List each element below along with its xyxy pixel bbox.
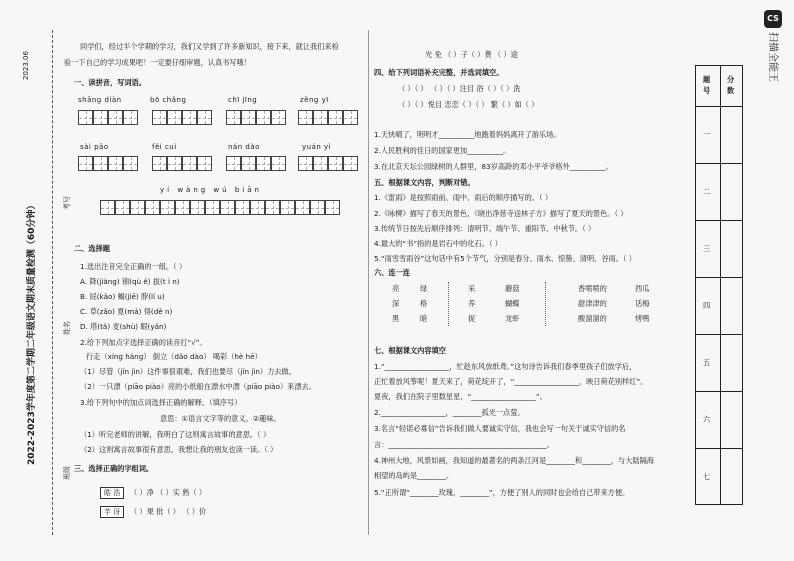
write-box-3[interactable] [226, 110, 286, 125]
score-row-1: 一 [703, 130, 711, 139]
link-r2-c5: 甜津津的 [578, 299, 607, 308]
q3-meaning: 意思：①语言文字等的意义。②趣味。 [160, 414, 281, 423]
link-r2-c4: 蝴蝶 [505, 299, 520, 308]
exam-date: 2023.06 [22, 51, 30, 80]
judge-5: 5.“雨雪雪雨谷”这句话中有5个节气，分别是春分、雨水、惊蛰、清明、谷雨。（ ） [374, 254, 636, 263]
score-table [695, 65, 743, 505]
score-row-3: 三 [703, 244, 711, 253]
write-box-2[interactable] [152, 110, 212, 125]
score-head-2: 分数 [727, 75, 735, 95]
score-head-1: 题号 [703, 75, 711, 95]
char-pair-2: 芋 讶 [100, 506, 124, 518]
link-r1-c1: 亮 [392, 284, 400, 293]
link-r2-c6: 话梅 [635, 299, 650, 308]
link-r3-c4: 龙虾 [505, 314, 520, 323]
pinyin-1: shāng diàn [78, 96, 122, 104]
link-divider-1 [448, 282, 449, 326]
link-r2-c3: 养 [468, 299, 476, 308]
pinyin-3: chī jīng [228, 96, 258, 104]
q1-opt-d: D. 塔(tǎ) 麦(shù) 眼(yǎn) [80, 322, 167, 331]
write-box-1[interactable] [78, 110, 138, 125]
pinyin-2: bō chǎng [150, 96, 187, 104]
scanner-name: 扫描全能王 [767, 32, 778, 82]
intro-line1: 同学们，经过半个学期的学习，我们又学到了许多新知识，接下来，就让我们来检 [80, 42, 339, 51]
binding-line [52, 30, 53, 535]
fill-row-1: （ ）（ ） （ ）（ ）注目 浴（ ）（ ）洗 [398, 84, 521, 93]
sentence-2: 2.人民胜利的佳日的国家更加__________。 [374, 146, 511, 155]
banji-label: 班级 [63, 466, 71, 480]
scanner-logo [762, 10, 788, 130]
link-r1-c6: 西瓜 [635, 284, 650, 293]
link-r2-c2: 格 [420, 299, 428, 308]
link-divider-2 [545, 282, 546, 326]
exam-title: 2022-2023学年度第二学期二年级语文期末质量检测（60分钟） [27, 200, 37, 465]
name-label: 姓名 [63, 321, 71, 335]
q2-b: （1）尽管（jǐn jìn）这件事很艰难，我们也要尽（jǐn jìn）力去做。 [80, 367, 296, 376]
link-r2-c1: 深 [392, 299, 400, 308]
sec2-heading: 二、选择题 [74, 244, 110, 253]
write-box-6[interactable] [152, 156, 212, 171]
fill-row-2: （ ）（ ）悦目 恋恋（ ）（ ） 繁（ ）如（ ） [398, 100, 539, 109]
write-box-9[interactable] [100, 200, 340, 215]
q3: 3.给下列句中的加点词选择正确的解释。（填序号） [80, 398, 242, 407]
pinyin-7: nán dào [228, 143, 260, 151]
score-row-4: 四 [703, 301, 711, 310]
write-box-8[interactable] [298, 156, 358, 171]
fill-5: 5.“正所谓“________玫瑰，________”，方便了别人的同时也会给自己带来方便。 [374, 488, 630, 497]
q2: 2.给下列加点字选择正确的读音打“√”。 [80, 338, 207, 347]
right-top-line: 光 免 （ ）子（ ）费 （ ）途 [425, 50, 518, 59]
link-r1-c5: 香喷喷的 [578, 284, 607, 293]
sec5-heading: 五、根据课文内容，判断对错。 [374, 178, 475, 187]
pinyin-9: yí wàng wú biān [160, 186, 262, 194]
write-box-5[interactable] [78, 156, 138, 171]
intro-line2: 验一下自己的学习成果吧！一定要仔细审题，认真书写哦！ [64, 58, 251, 67]
q2-c: （2）一只漂（piāo piào）亮的小纸船在漂水中漂（piāo piào）来漂去。 [80, 382, 316, 391]
link-r1-c2: 绿 [420, 284, 428, 293]
sec7-heading: 七、根据课文内容填空 [374, 346, 446, 355]
judge-1: 1.《雷雨》是按照雨前、雨中、雨后的顺序描写的。（ ） [374, 193, 553, 202]
fill-4b: 相望的岛屿是________。 [374, 471, 454, 480]
fill-1c: 夏夜，我们在院子里数星星，“__________________”。 [374, 392, 547, 401]
char-pair-2-blanks: （ ）果 批（ ） （ ）价 [130, 507, 207, 516]
fill-3b: 言：____________________________________________。 [374, 440, 554, 449]
fill-3: 3.名言“轻诺必寡信”告诉我们做人要诚实守信，我也会写一句关于诚实守信的名 [374, 424, 626, 433]
fill-1: 1.“__________________，忙趁东风放纸鸢。”这句诗告诉我们春季里孩子们放学后， [374, 362, 637, 371]
judge-4: 4.最大的“书”指的是岩石中的化石。（ ） [374, 239, 502, 248]
link-r3-c1: 黑 [392, 314, 400, 323]
cs-icon: CS [764, 10, 782, 28]
pinyin-5: sài pǎo [80, 143, 109, 151]
q2-a: 行走（xíng háng） 倒立（dǎo dào） 喝彩（hè hē） [86, 352, 262, 361]
q3-b: （2）这则寓言故事很有意思，我想让我的朋友也读一读。（ ） [80, 445, 278, 454]
q3-a: （1）听完老师的讲解，我明白了这则寓言故事的意思。（ ） [80, 430, 271, 439]
q1-opt-c: C. 草(zǎo) 夏(má) 得(dě n) [80, 307, 173, 316]
pinyin-8: yuán yì [302, 143, 332, 151]
score-row-5: 五 [703, 358, 711, 367]
char-pair-1: 皓 浩 [100, 487, 124, 499]
q1-opt-a: A. 降(jiàng) 锦(qù ě) 拔(t ì n) [80, 277, 180, 286]
char-pair-1-blanks: （ ）净 （ ）实 熟（ ） [130, 488, 207, 497]
score-row-6: 六 [703, 415, 711, 424]
link-r3-c2: 暗 [420, 314, 428, 323]
write-box-7[interactable] [226, 156, 286, 171]
link-r1-c4: 蘑菇 [505, 284, 520, 293]
q1-opt-b: B. 屁(kǎo) 蝎(jiē) 脖(lí u) [80, 292, 165, 301]
kaohao-label: 考号 [63, 196, 71, 210]
sec6-heading: 六、连一连 [374, 268, 410, 277]
score-row-2: 二 [703, 187, 711, 196]
link-r3-c3: 捉 [468, 314, 476, 323]
pinyin-4: zěng yī [300, 96, 329, 104]
sentence-3: 3.在北京天坛公园绿树的人群里，83岁高龄的邓小平爷爷格外__________。 [374, 162, 613, 171]
sec3-heading: 三、选择正确的字组词。 [74, 464, 154, 473]
link-r3-c5: 酸溜溜的 [578, 314, 607, 323]
pinyin-6: fěi cuì [152, 143, 177, 151]
link-r3-c6: 烤鸭 [635, 314, 650, 323]
sentence-1: 1.天快晴了，明明才__________地跑着妈妈离开了游乐场。 [374, 130, 561, 139]
write-box-4[interactable] [298, 110, 358, 125]
link-r1-c3: 采 [468, 284, 476, 293]
fill-2: 2.__________________，________孤光一点萤。 [374, 408, 525, 417]
fold-line [368, 30, 369, 535]
judge-3: 3.传统节日按先后顺序排列：清明节、端午节、重阳节、中秋节。（ ） [374, 224, 596, 233]
sec1-heading: 一、读拼音，写词语。 [74, 78, 146, 87]
fill-1b: 正忙着放风筝呢！夏天来了，荷花绽开了，“__________________，映日荷花别样红”。 [374, 377, 648, 386]
q1: 1.选出注音完全正确的一组。（ ） [80, 262, 187, 271]
score-row-7: 七 [703, 472, 711, 481]
judge-2: 2.《咏柳》描写了春天的景色，《晓出净慈寺送林子方》描写了夏天的景色。（ ） [374, 209, 628, 218]
sec4-heading: 四、给下列词语补充完整，并选词填空。 [374, 68, 504, 77]
fill-4: 4.神州大地，风景如画，我知道的最著名的两条江河是________和________，与大陆隔海 [374, 456, 654, 465]
